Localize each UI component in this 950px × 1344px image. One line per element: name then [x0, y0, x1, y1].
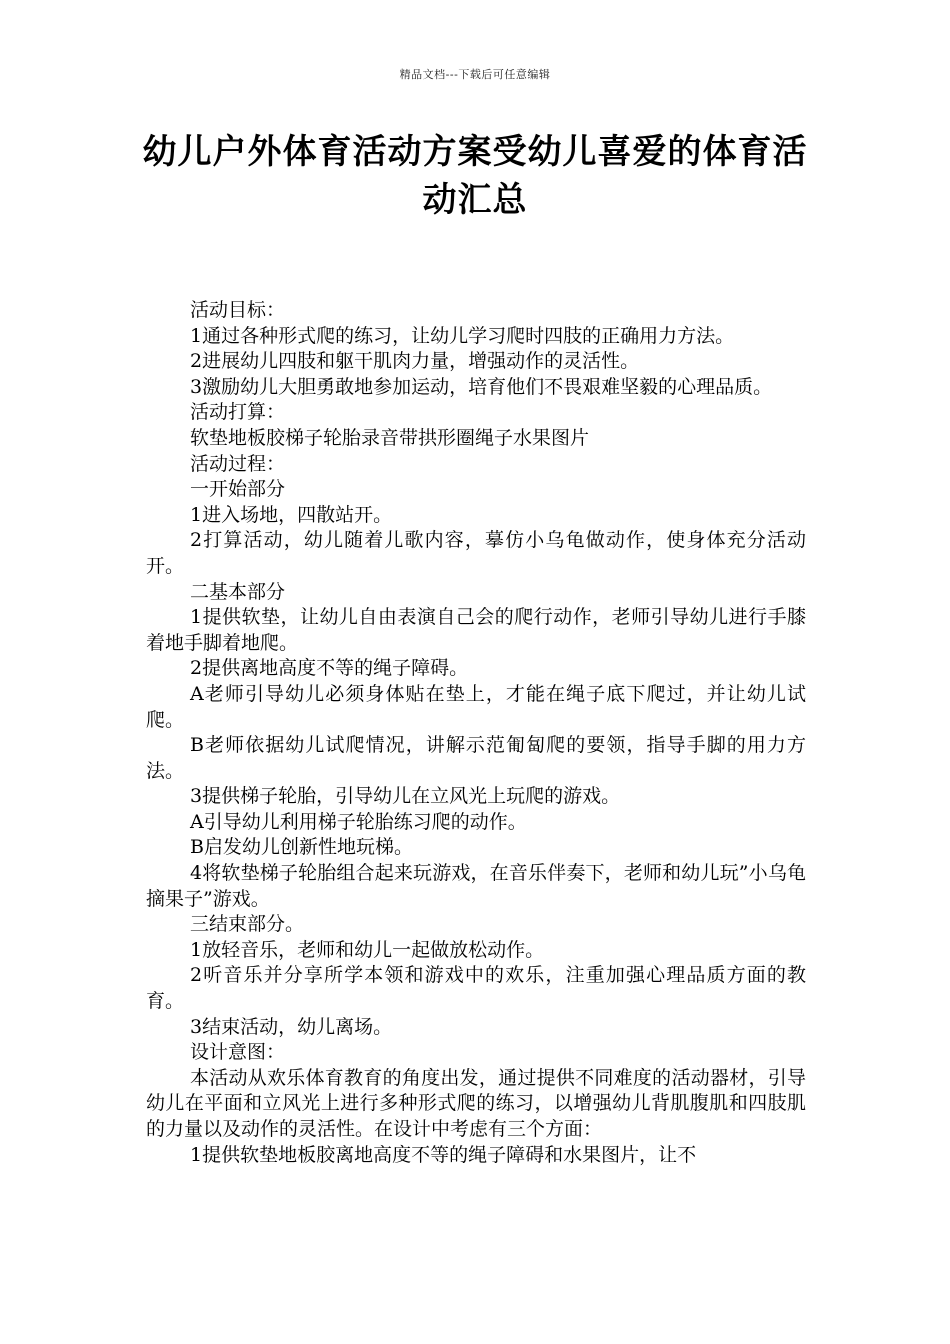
paragraph: 4将软垫梯子轮胎组合起来玩游戏，在音乐伴奏下，老师和幼儿玩”小乌龟摘果子”游戏。 — [146, 862, 806, 910]
paragraph: A老师引导幼儿必须身体贴在垫上，才能在绳子底下爬过，并让幼儿试爬。 — [146, 682, 806, 731]
paragraph: 3提供梯子轮胎，引导幼儿在立风光上玩爬的游戏。 — [190, 785, 621, 808]
page-title: 幼儿户外体育活动方案受幼儿喜爱的体育活动汇总 — [142, 132, 808, 220]
paragraph: 3结束活动，幼儿离场。 — [190, 1015, 393, 1038]
header-note: 精品文档---下载后可任意编辑 — [399, 68, 551, 81]
paragraph: 1进入场地，四散站开。 — [190, 503, 393, 526]
paragraph: 三结束部分。 — [190, 913, 305, 936]
paragraph: 一开始部分 — [190, 478, 286, 501]
paragraph: 1提供软垫地板胶离地高度不等的绳子障碍和水果图片，让不 — [190, 1143, 697, 1166]
paragraph: 活动目标： — [190, 299, 286, 321]
paragraph: B老师依据幼儿试爬情况，讲解示范匍匐爬的要领，指导手脚的用力方法。 — [146, 734, 806, 782]
paragraph: 3激励幼儿大胆勇敢地参加运动，培育他们不畏艰难坚毅的心理品质。 — [190, 375, 773, 398]
paragraph: 本活动从欢乐体育教育的角度出发，通过提供不同难度的活动器材，引导幼儿在平面和立风光上进行多种形式爬的练习，以增强幼儿背肌腹肌和四肢肌的力量以及动作的灵活性。在设计中考虑有三个方面： — [146, 1066, 806, 1140]
paragraph: A引导幼儿利用梯子轮胎练习爬的动作。 — [190, 810, 527, 833]
paragraph: B启发幼儿创新性地玩梯。 — [190, 836, 413, 859]
paragraph: 活动打算： — [190, 401, 286, 424]
paragraph: 2提供离地高度不等的绳子障碍。 — [190, 657, 469, 680]
paragraph: 软垫地板胶梯子轮胎录音带拱形圈绳子水果图片 — [190, 426, 590, 449]
paragraph: 2进展幼儿四肢和躯干肌肉力量，增强动作的灵活性。 — [190, 350, 640, 373]
paragraph: 2打算活动，幼儿随着儿歌内容，摹仿小乌龟做动作，使身体充分活动开。 — [146, 529, 806, 577]
paragraph: 1通过各种形式爬的练习，让幼儿学习爬时四肢的正确用力方法。 — [190, 324, 735, 347]
paragraph: 二基本部分 — [190, 580, 286, 603]
paragraph: 1放轻音乐，老师和幼儿一起做放松动作。 — [190, 938, 545, 961]
document-body — [146, 298, 806, 1168]
paragraph: 1提供软垫，让幼儿自由表演自己会的爬行动作，老师引导幼儿进行手膝着地手脚着地爬。 — [146, 606, 806, 654]
paragraph: 设计意图： — [190, 1041, 286, 1064]
paragraph: 活动过程： — [190, 452, 286, 475]
paragraph: 2听音乐并分享所学本领和游戏中的欢乐，注重加强心理品质方面的教育。 — [146, 964, 806, 1013]
